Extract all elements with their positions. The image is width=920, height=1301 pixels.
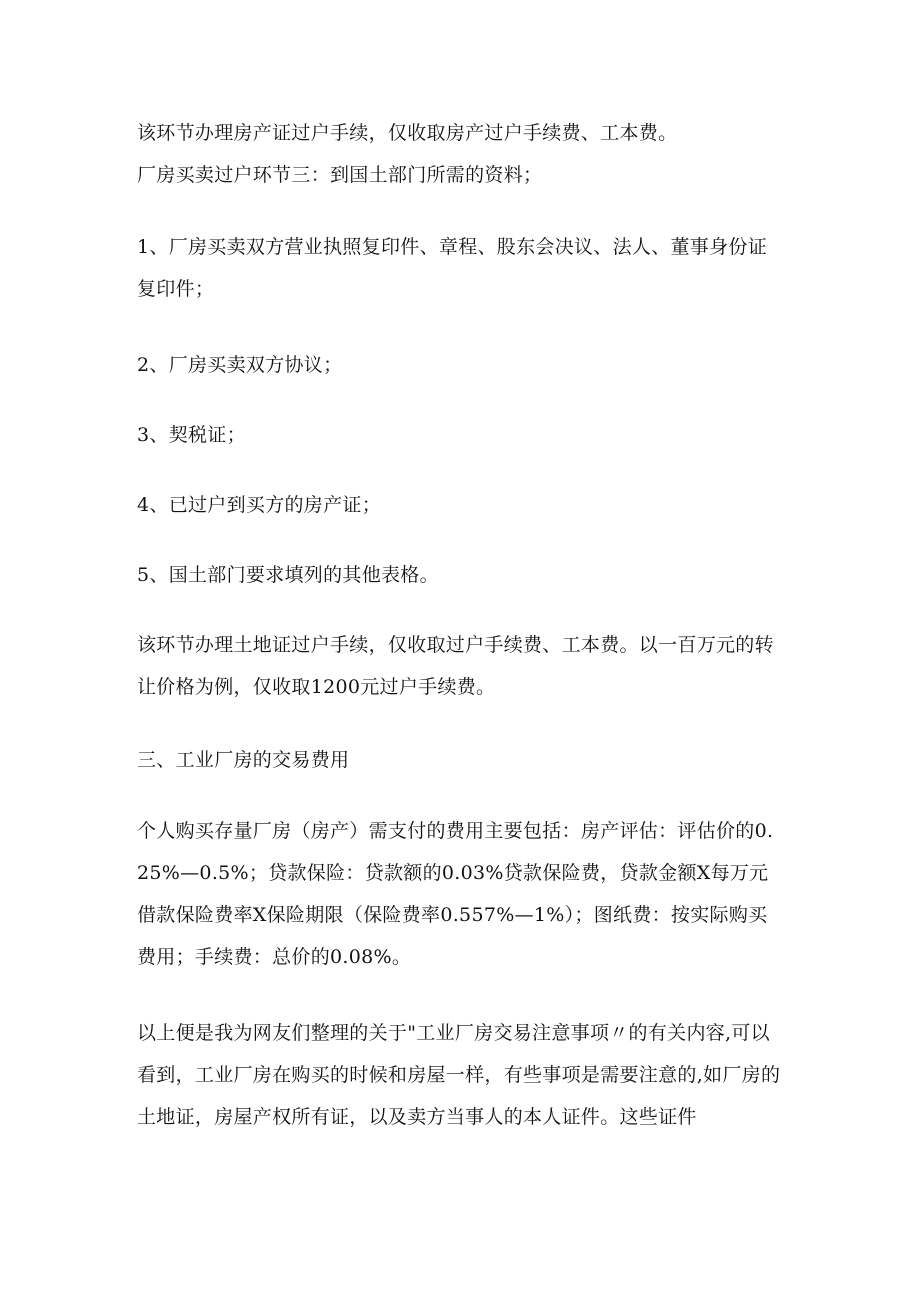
list-item-property-certificate: 4、已过户到买方的房产证；	[137, 494, 381, 516]
list-item-other-forms: 5、国土部门要求填列的其他表格。	[137, 564, 439, 586]
list-item-agreement: 2、厂房买卖双方协议；	[137, 354, 343, 376]
paragraph-cost-breakdown: 个人购买存量厂房（房产）需支付的费用主要包括：房产评估：评估价的0.25%—0.5%；贷款保险：贷款额的0.03%贷款保险费，贷款金额X每万元借款保险费率X保险期限（保险费率0.557%—1%）；图纸费：按实际购买费用；手续费：总价的0.08%。	[137, 820, 774, 968]
list-item-business-license: 1、厂房买卖双方营业执照复印件、章程、股东会决议、法人、董事身份证复印件；	[137, 236, 767, 300]
section-heading-transaction-costs: 三、工业厂房的交易费用	[137, 749, 350, 771]
paragraph-conclusion: 以上便是我为网友们整理的关于"工业厂房交易注意事项〃的有关内容,可以看到，工业厂房在购买的时候和房屋一样，有些事项是需要注意的,如厂房的土地证，房屋产权所有证，以及卖方当事人的本人证件。这些证件	[137, 1022, 781, 1128]
paragraph-step-three-heading: 厂房买卖过户环节三：到国土部门所需的资料；	[137, 164, 543, 186]
paragraph-house-transfer-fee: 该环节办理房产证过户手续，仅收取房产过户手续费、工本费。	[137, 122, 678, 144]
paragraph-land-transfer-fee: 该环节办理土地证过户手续，仅收取过户手续费、工本费。以一百万元的转让价格为例，仅收取1200元过户手续费。	[137, 634, 774, 698]
list-item-deed-tax-certificate: 3、契税证；	[137, 424, 246, 446]
